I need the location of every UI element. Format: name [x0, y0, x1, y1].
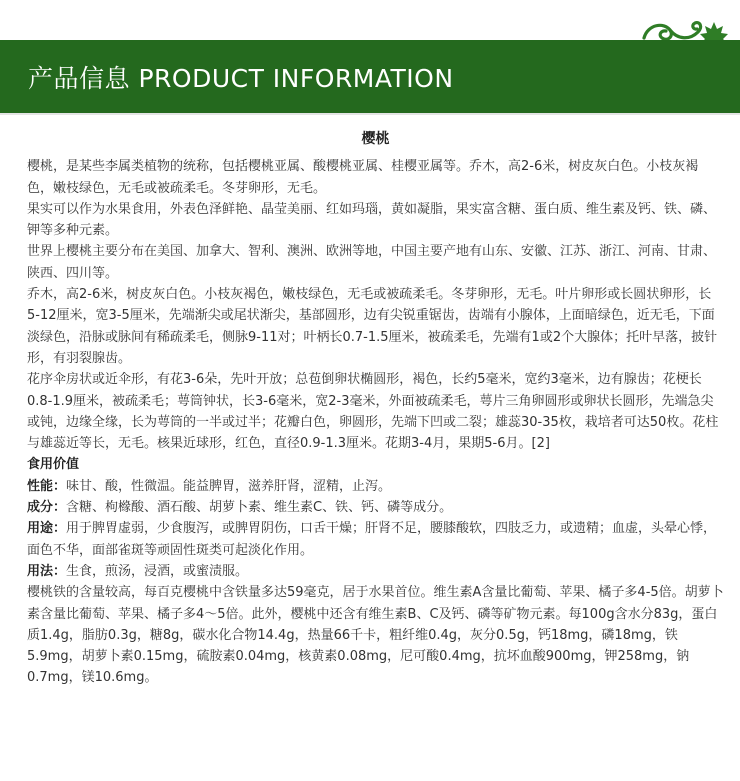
header-divider	[0, 113, 740, 115]
header	[0, 0, 740, 115]
value-label: 性能：	[27, 478, 67, 494]
swirl-ornament-icon	[644, 23, 701, 40]
section-heading-edible-value: 食用价值	[27, 457, 80, 473]
value-text: 用于脾胃虚弱，少食腹泻，或脾胃阴伤，口舌干燥；肝肾不足，腰膝酸软，四肢乏力，或遗精；血虚，头晕心悸，面色不华，面部雀斑等顽固性斑类可起淡化作用。	[27, 521, 717, 558]
paragraph-fruit: 果实可以作为水果食用，外表色泽鲜艳、晶莹美丽、红如玛瑙，黄如凝脂，果实富含糖、蛋白质、维生素及钙、铁、磷、钾等多种元素。	[27, 201, 717, 239]
header-title: 产品信息 PRODUCT INFORMATION	[28, 63, 454, 93]
paragraph-distribution: 世界上樱桃主要分布在美国、加拿大、智利、澳洲、欧洲等地，中国主要产地有山东、安徽、江苏、浙江、河南、甘肃、陕西、四川等。	[27, 244, 717, 281]
value-text: 生食，煎汤，浸酒，或蜜渍服。	[66, 563, 249, 579]
value-item-properties	[27, 476, 724, 497]
paragraph-nutrition: 樱桃铁的含量较高，每百克樱桃中含铁量多达59毫克，居于水果首位。维生素A含量比葡萄、苹果、橘子多4-5倍。胡萝卜素含量比葡萄、苹果、橘子多4～5倍。此外，樱桃中还含有维生素B、C及钙、磷等矿物元素。每100g含水分83g，蛋白质1.4g，脂肪0.3g，糖8g，碳水化合物14.4g，热量66千卡，粗纤维0.4g，灰分0.5g，钙18mg，磷18mg，铁5.9mg，胡萝卜素0.15mg，硫胺素0.04mg，核黄素0.08mg，尼可酸0.4mg，抗坏血酸900mg，钾258mg，钠0.7mg，镁10.6mg。	[27, 585, 724, 686]
paragraph-morphology: 乔木，高2-6米，树皮灰白色。小枝灰褐色，嫩枝绿色，无毛或被疏柔毛。冬芽卵形，无毛。叶片卵形或长圆状卵形，长5-12厘米，宽3-5厘米，先端渐尖或尾状渐尖，基部圆形，边有尖锐重锯齿，齿端有小腺体，上面暗绿色，近无毛，下面淡绿色，沿脉或脉间有稀疏柔毛，侧脉9-11对；叶柄长0.7-1.5厘米，被疏柔毛，先端有1或2个大腺体；托叶早落，披针形，有羽裂腺齿。	[27, 287, 718, 366]
value-text: 味甘、酸，性微温。能益脾胃，滋养肝肾，涩精，止泻。	[66, 478, 392, 494]
value-text: 含糖、枸橼酸、酒石酸、胡萝卜素、维生素C、铁、钙、磷等成分。	[66, 500, 453, 516]
value-label: 用途：	[27, 521, 67, 537]
value-label: 成分：	[27, 500, 67, 516]
value-label: 用法：	[27, 563, 67, 579]
value-item-uses	[27, 518, 724, 561]
article	[0, 115, 740, 689]
value-item-ingredients	[27, 497, 724, 518]
paragraph-flower: 花序伞房状或近伞形，有花3-6朵，先叶开放；总苞倒卵状椭圆形，褐色，长约5毫米，宽约3毫米，边有腺齿；花梗长0.8-1.9厘米，被疏柔毛；萼筒钟状，长3-6毫米，宽2-3毫米，外面被疏柔毛，萼片三角卵圆形或卵状长圆形，先端急尖或钝，边缘全缘，长为萼筒的一半或过半；花瓣白色，卵圆形，先端下凹或二裂；雄蕊30-35枚，栽培者可达50枚。花柱与雄蕊近等长，无毛。核果近球形，红色，直径0.9-1.3厘米。花期3-4月，果期5-6月。[2]	[27, 372, 719, 452]
header-band	[0, 40, 740, 113]
article-title: 樱桃	[361, 131, 390, 147]
paragraph-intro: 樱桃，是某些李属类植物的统称，包括樱桃亚属、酸樱桃亚属、桂樱亚属等。乔木，高2-6米，树皮灰白色。小枝灰褐色，嫩枝绿色，无毛或被疏柔毛。冬芽卵形，无毛。	[27, 159, 699, 196]
value-item-usage	[27, 561, 724, 582]
